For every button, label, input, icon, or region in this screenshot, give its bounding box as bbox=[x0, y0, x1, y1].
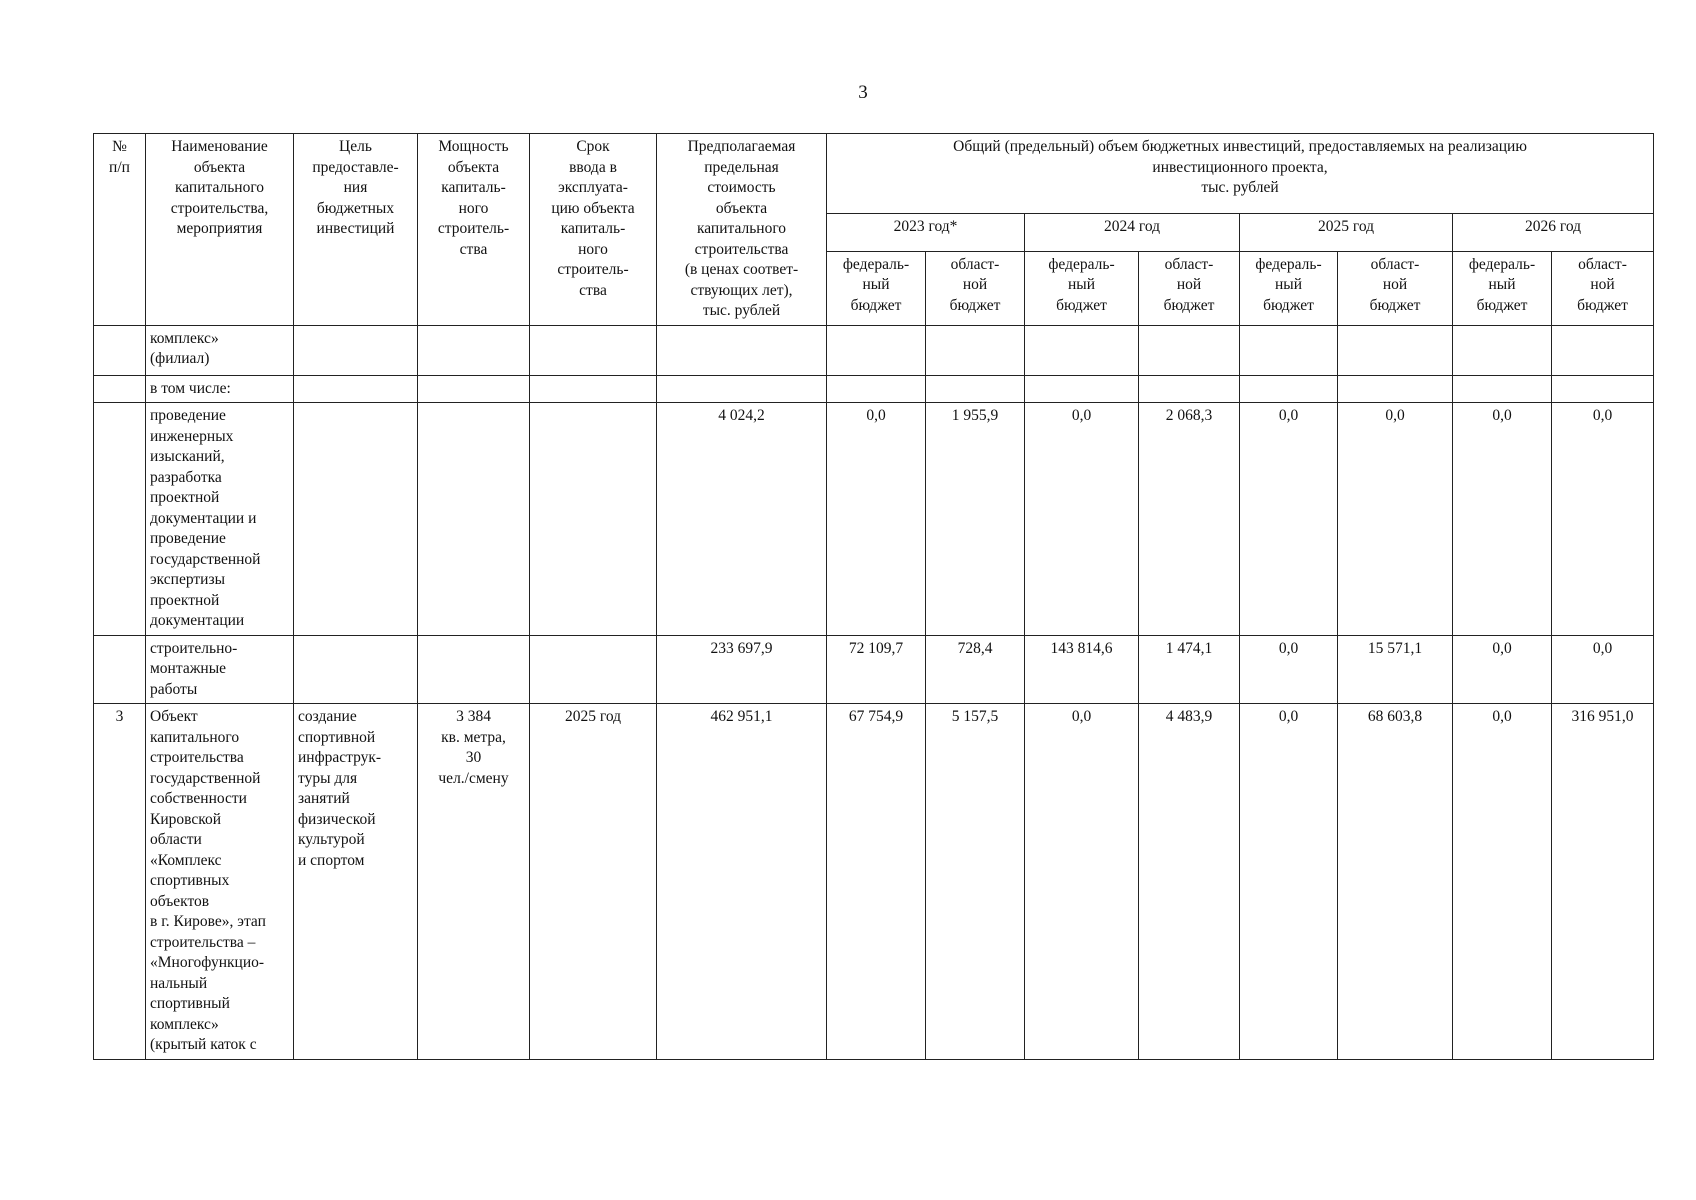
cell-term bbox=[530, 403, 657, 636]
header-total: Общий (предельный) объем бюджетных инвестиций, предоставляемых на реализацию инвестиционного проекта, тыс. рублей bbox=[827, 134, 1654, 214]
cell-value bbox=[1453, 375, 1552, 403]
table-row bbox=[94, 403, 1654, 636]
cell-value: 0,0 bbox=[1338, 403, 1453, 636]
cell-value bbox=[1338, 375, 1453, 403]
cell-value bbox=[1025, 375, 1139, 403]
header-name: Наименование объекта капитального строительства, мероприятия bbox=[146, 134, 294, 326]
header-year-2026: 2026 год bbox=[1453, 213, 1654, 251]
header-federal: федераль- ный бюджет bbox=[1025, 251, 1139, 325]
header-regional: област- ной бюджет bbox=[1139, 251, 1240, 325]
cell-value bbox=[1139, 325, 1240, 375]
header-year-2023: 2023 год* bbox=[827, 213, 1025, 251]
cell-goal bbox=[294, 375, 418, 403]
cell-name: проведение инженерных изысканий, разработка проектной документации и проведение государственной экспертизы проектной документации bbox=[146, 403, 294, 636]
cell-goal bbox=[294, 325, 418, 375]
header-regional: област- ной бюджет bbox=[1552, 251, 1654, 325]
header-regional: област- ной бюджет bbox=[926, 251, 1025, 325]
header-goal: Цель предоставле- ния бюджетных инвестиций bbox=[294, 134, 418, 326]
cell-value: 0,0 bbox=[1240, 635, 1338, 704]
cell-value bbox=[1552, 375, 1654, 403]
cell-goal: создание спортивной инфраструк- туры для занятий физической культурой и спортом bbox=[294, 704, 418, 1060]
cell-capacity bbox=[418, 375, 530, 403]
cell-capacity bbox=[418, 635, 530, 704]
cell-cost bbox=[657, 325, 827, 375]
table-row bbox=[94, 375, 1654, 403]
cell-value: 1 474,1 bbox=[1139, 635, 1240, 704]
cell-value: 143 814,6 bbox=[1025, 635, 1139, 704]
cell-num bbox=[94, 375, 146, 403]
cell-value: 316 951,0 bbox=[1552, 704, 1654, 1060]
cell-value: 0,0 bbox=[1453, 403, 1552, 636]
cell-term: 2025 год bbox=[530, 704, 657, 1060]
cell-value: 5 157,5 bbox=[926, 704, 1025, 1060]
cell-value: 4 483,9 bbox=[1139, 704, 1240, 1060]
cell-value: 0,0 bbox=[1240, 403, 1338, 636]
cell-term bbox=[530, 325, 657, 375]
cell-value: 68 603,8 bbox=[1338, 704, 1453, 1060]
cell-num bbox=[94, 403, 146, 636]
cell-goal bbox=[294, 403, 418, 636]
cell-name: Объект капитального строительства государственной собственности Кировской области «Комплекс спортивных объектов в г. Кирове», этап строительства – «Многофункцио- нальный спортивный комплекс» (крытый каток с bbox=[146, 704, 294, 1060]
header-cost: Предполагаемая предельная стоимость объекта капитального строительства (в ценах соответ- ствующих лет), тыс. рублей bbox=[657, 134, 827, 326]
cell-value bbox=[827, 325, 926, 375]
table-row bbox=[94, 325, 1654, 375]
cell-num: 3 bbox=[94, 704, 146, 1060]
table-row bbox=[94, 704, 1654, 1060]
cell-term bbox=[530, 375, 657, 403]
header-federal: федераль- ный бюджет bbox=[827, 251, 926, 325]
header-federal: федераль- ный бюджет bbox=[1453, 251, 1552, 325]
cell-name: в том числе: bbox=[146, 375, 294, 403]
cell-value bbox=[1139, 375, 1240, 403]
cell-value: 0,0 bbox=[1453, 704, 1552, 1060]
cell-capacity bbox=[418, 325, 530, 375]
cell-term bbox=[530, 635, 657, 704]
cell-name: строительно- монтажные работы bbox=[146, 635, 294, 704]
header-year-2024: 2024 год bbox=[1025, 213, 1240, 251]
investment-table bbox=[93, 133, 1654, 1060]
cell-cost: 233 697,9 bbox=[657, 635, 827, 704]
header-year-2025: 2025 год bbox=[1240, 213, 1453, 251]
header-term: Срок ввода в эксплуата- цию объекта капиталь- ного строитель- ства bbox=[530, 134, 657, 326]
cell-value: 0,0 bbox=[1025, 403, 1139, 636]
cell-value: 67 754,9 bbox=[827, 704, 926, 1060]
cell-value bbox=[827, 375, 926, 403]
cell-cost: 4 024,2 bbox=[657, 403, 827, 636]
cell-cost bbox=[657, 375, 827, 403]
cell-num bbox=[94, 325, 146, 375]
cell-name: комплекс» (филиал) bbox=[146, 325, 294, 375]
header-regional: област- ной бюджет bbox=[1338, 251, 1453, 325]
cell-value bbox=[1240, 325, 1338, 375]
cell-value: 1 955,9 bbox=[926, 403, 1025, 636]
table-row bbox=[94, 635, 1654, 704]
cell-value bbox=[926, 375, 1025, 403]
cell-num bbox=[94, 635, 146, 704]
page-number: 3 bbox=[858, 82, 868, 103]
cell-capacity bbox=[418, 403, 530, 636]
cell-value: 0,0 bbox=[1240, 704, 1338, 1060]
header-federal: федераль- ный бюджет bbox=[1240, 251, 1338, 325]
cell-value: 72 109,7 bbox=[827, 635, 926, 704]
cell-value: 728,4 bbox=[926, 635, 1025, 704]
cell-capacity: 3 384 кв. метра, 30 чел./смену bbox=[418, 704, 530, 1060]
cell-goal bbox=[294, 635, 418, 704]
cell-value: 2 068,3 bbox=[1139, 403, 1240, 636]
cell-value bbox=[1240, 375, 1338, 403]
cell-value: 0,0 bbox=[1552, 635, 1654, 704]
header-num: № п/п bbox=[94, 134, 146, 326]
cell-value: 0,0 bbox=[827, 403, 926, 636]
cell-value bbox=[1552, 325, 1654, 375]
cell-value bbox=[1338, 325, 1453, 375]
cell-value: 15 571,1 bbox=[1338, 635, 1453, 704]
cell-value: 0,0 bbox=[1552, 403, 1654, 636]
cell-value bbox=[926, 325, 1025, 375]
cell-value bbox=[1453, 325, 1552, 375]
cell-value: 0,0 bbox=[1025, 704, 1139, 1060]
header-capacity: Мощность объекта капиталь- ного строитель- ства bbox=[418, 134, 530, 326]
cell-value: 0,0 bbox=[1453, 635, 1552, 704]
cell-cost: 462 951,1 bbox=[657, 704, 827, 1060]
cell-value bbox=[1025, 325, 1139, 375]
